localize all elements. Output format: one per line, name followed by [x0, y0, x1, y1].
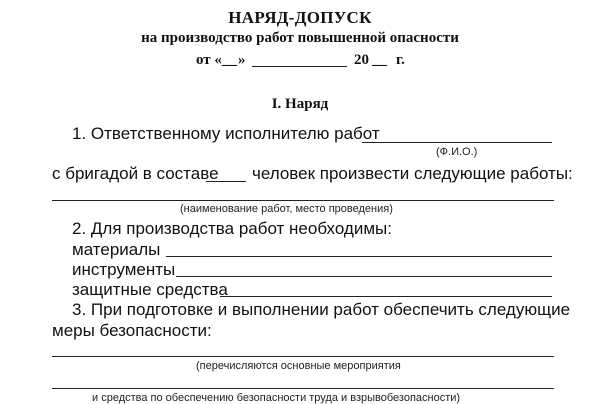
date-year-prefix: 20 — [354, 52, 369, 68]
tools-label: инструменты — [72, 260, 176, 279]
responsible-executor-field[interactable] — [362, 142, 552, 143]
section-heading: I. Наряд — [271, 96, 329, 112]
document-subtitle: на производство работ повышенной опасности — [141, 30, 459, 46]
item3-text-line2: меры безопасности: — [52, 321, 212, 340]
date-month-blank[interactable] — [252, 66, 347, 67]
safety-means-field[interactable] — [52, 388, 554, 389]
item3-text-line1: 3. При подготовке и выполнении работ обеспечить следующие — [72, 300, 571, 319]
item1-text: 1. Ответственному исполнителю работ — [72, 124, 380, 143]
date-day-blank: __ — [222, 52, 237, 68]
document-title: НАРЯД-ДОПУСК — [228, 8, 372, 27]
item2-text: 2. Для производства работ необходимы: — [72, 219, 392, 238]
crew-text-start: с бригадой в составе — [52, 164, 219, 183]
means-caption: и средства по обеспечению безопасности труда и взрывобезопасности) — [92, 392, 461, 404]
work-caption: (наименование работ, место проведения) — [180, 203, 393, 215]
date-prefix: от « — [196, 52, 222, 68]
materials-label: материалы — [72, 240, 161, 259]
date-close-quote: » — [238, 52, 246, 68]
protection-label: защитные средства — [72, 280, 228, 299]
tools-field[interactable] — [176, 276, 552, 277]
date-year-blank: __ — [372, 52, 387, 68]
measures-caption: (перечисляются основные мероприятия — [196, 360, 401, 372]
crew-text-end: человек произвести следующие работы: — [252, 164, 573, 183]
date-suffix: г. — [396, 52, 405, 68]
fio-caption: (Ф.И.О.) — [436, 146, 478, 158]
crew-size-field[interactable] — [206, 181, 246, 182]
work-description-field[interactable] — [52, 200, 554, 201]
materials-field[interactable] — [166, 256, 552, 257]
protection-field[interactable] — [220, 296, 552, 297]
safety-measures-field[interactable] — [52, 356, 554, 357]
